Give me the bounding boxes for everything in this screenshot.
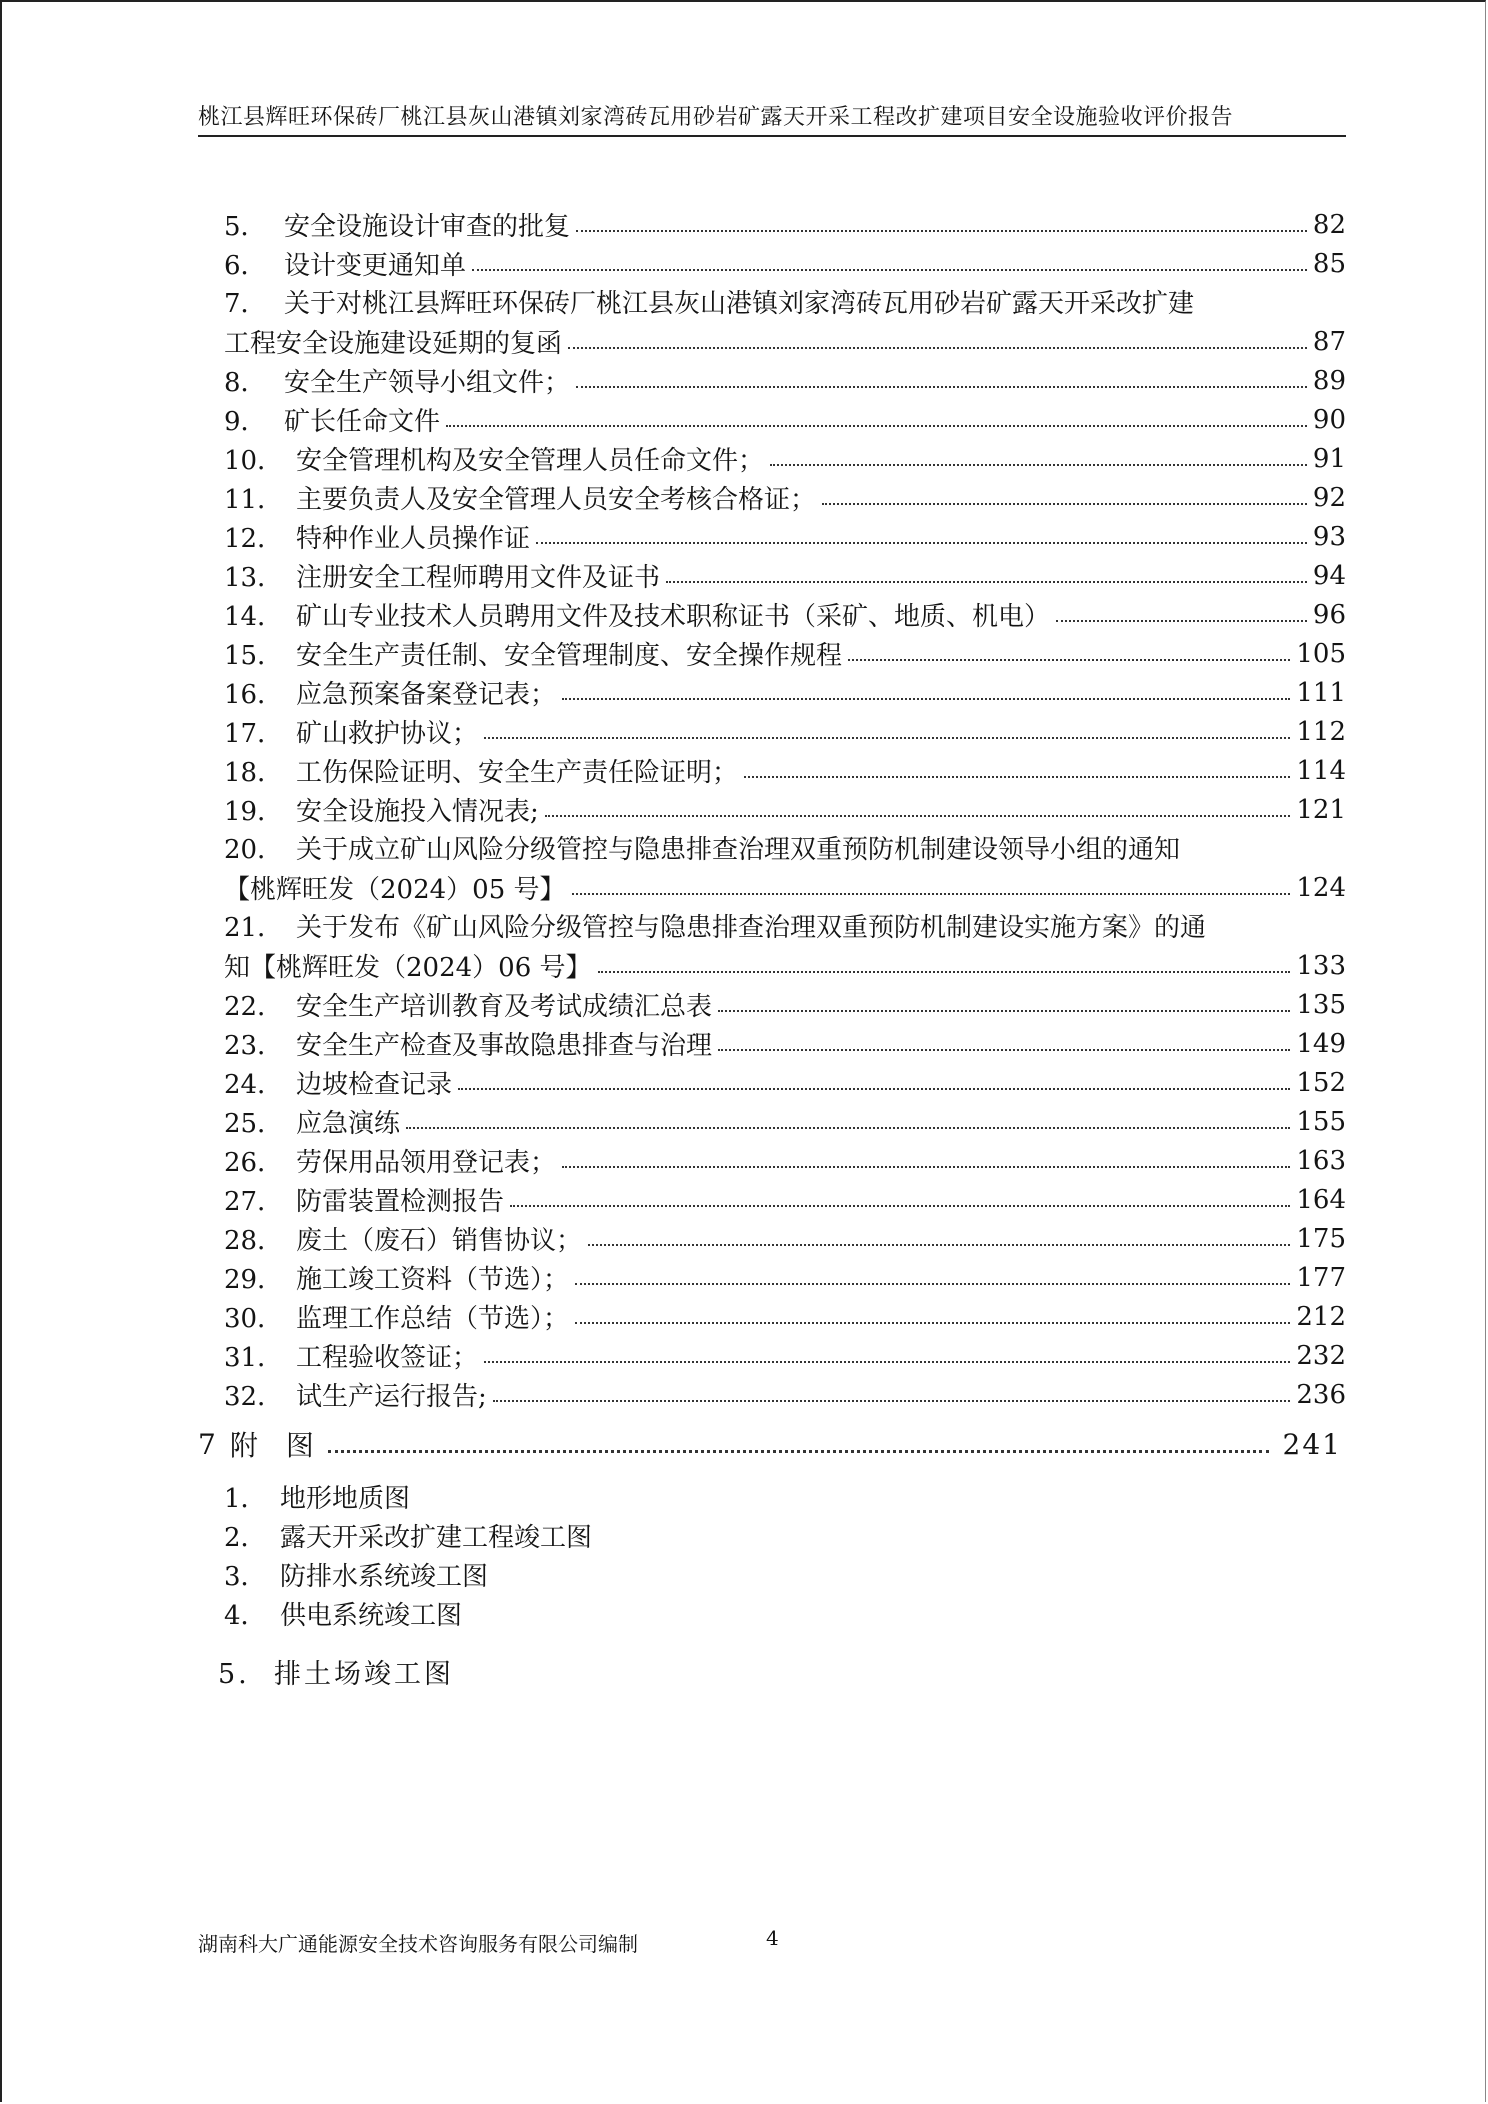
- toc-entry[interactable]: [224, 1024, 1346, 1063]
- figure-title: 防排水系统竣工图: [280, 1562, 489, 1592]
- toc-page: 164: [1296, 1184, 1346, 1215]
- figure-num: 5.: [218, 1659, 250, 1690]
- dot-leader: [328, 1450, 1269, 1453]
- toc-page: 93: [1312, 521, 1346, 552]
- toc-entry[interactable]: [224, 439, 1346, 478]
- toc-title: 安全设施设计审查的批复: [284, 212, 571, 242]
- figure-item[interactable]: [224, 1556, 488, 1593]
- toc-entry[interactable]: [224, 712, 1346, 751]
- toc-entry[interactable]: [224, 478, 1346, 517]
- footer-page-number: 4: [766, 1926, 779, 1950]
- toc-title: 安全生产培训教育及考试成绩汇总表: [296, 992, 713, 1022]
- section-number: 7: [198, 1427, 216, 1461]
- toc-title: 废土（废石）销售协议；: [296, 1226, 583, 1256]
- toc-title: 安全生产领导小组文件；: [284, 368, 571, 398]
- toc-title: 特种作业人员操作证: [296, 524, 531, 554]
- toc-page: 96: [1312, 599, 1346, 630]
- toc-entry-continuation[interactable]: [224, 946, 1346, 985]
- figure-num: 4．: [224, 1601, 267, 1631]
- figure-title: 供电系统竣工图: [280, 1601, 463, 1631]
- toc-page: 124: [1296, 872, 1346, 903]
- dot-leader: [562, 1166, 1290, 1168]
- toc-num: 22．: [224, 992, 284, 1022]
- toc-title: 主要负责人及安全管理人员安全考核合格证；: [296, 485, 817, 515]
- toc-title: 安全管理机构及安全管理人员任命文件；: [296, 446, 765, 476]
- toc-num: 29．: [224, 1265, 284, 1295]
- toc-entry-continuation[interactable]: [224, 868, 1346, 907]
- toc-page: 121: [1296, 794, 1346, 825]
- footer-company: 湖南科大广通能源安全技术咨询服务有限公司编制: [198, 1932, 638, 1956]
- toc-num: 11．: [224, 485, 284, 515]
- figure-title: 排土场竣工图: [274, 1659, 454, 1690]
- toc-title: 工伤保险证明、安全生产责任险证明；: [296, 758, 739, 788]
- toc-title: 劳保用品领用登记表；: [296, 1148, 557, 1178]
- toc-section-appendix-figures[interactable]: [198, 1424, 1342, 1464]
- figure-item[interactable]: [224, 1517, 592, 1554]
- toc-entry[interactable]: [224, 673, 1346, 712]
- figure-title: 地形地质图: [280, 1484, 411, 1514]
- toc-title-cont: 【桃辉旺发（2024）05 号】: [224, 875, 566, 905]
- toc-entry[interactable]: [224, 1102, 1346, 1141]
- toc-title: 关于成立矿山风险分级管控与隐患排查治理双重预防机制建设领导小组的通知: [296, 835, 1181, 865]
- toc-title: 安全生产检查及事故隐患排查与治理: [296, 1031, 713, 1061]
- toc-entry[interactable]: [224, 400, 1346, 439]
- toc-page: 94: [1312, 560, 1346, 591]
- toc-entry[interactable]: [224, 1063, 1346, 1102]
- toc-page: 155: [1296, 1106, 1346, 1137]
- toc-num: 17．: [224, 719, 284, 749]
- figure-item[interactable]: [224, 1595, 462, 1632]
- toc-entry[interactable]: [224, 595, 1346, 634]
- figure-item[interactable]: [218, 1652, 454, 1691]
- toc-num: 32．: [224, 1382, 284, 1412]
- dot-leader: [598, 971, 1291, 973]
- dot-leader: [718, 1049, 1290, 1051]
- toc-title: 防雷装置检测报告: [296, 1187, 505, 1217]
- toc-page: 149: [1296, 1028, 1346, 1059]
- toc-page: 112: [1296, 716, 1346, 747]
- running-header: 桃江县辉旺环保砖厂桃江县灰山港镇刘家湾砖瓦用砂岩矿露天开采工程改扩建项目安全设施验收评价报告: [198, 105, 1234, 130]
- dot-leader: [493, 1400, 1291, 1402]
- toc-page: 85: [1312, 248, 1346, 279]
- toc-title: 矿长任命文件: [284, 407, 441, 437]
- section-title: 附 图: [229, 1429, 314, 1462]
- toc-entry[interactable]: [224, 751, 1346, 790]
- toc-entry[interactable]: [224, 556, 1346, 595]
- figure-num: 2．: [224, 1523, 267, 1553]
- toc-title: 应急预案备案登记表；: [296, 680, 557, 710]
- toc-page: 232: [1296, 1340, 1346, 1371]
- toc-entry[interactable]: [224, 1141, 1346, 1180]
- toc-num: 20．: [224, 835, 284, 865]
- toc-entry[interactable]: [224, 1258, 1346, 1297]
- toc-entry[interactable]: [224, 985, 1346, 1024]
- toc-title: 试生产运行报告;: [296, 1382, 487, 1412]
- toc-entry[interactable]: [224, 1219, 1346, 1258]
- toc-page: 90: [1312, 404, 1346, 435]
- toc-title: 关于发布《矿山风险分级管控与隐患排查治理双重预防机制建设实施方案》的通: [296, 913, 1207, 943]
- toc-entry[interactable]: [224, 244, 1346, 283]
- toc-page: 163: [1296, 1145, 1346, 1176]
- dot-leader: [510, 1205, 1290, 1207]
- toc-num: 19．: [224, 797, 284, 827]
- toc-page: 133: [1296, 950, 1346, 981]
- toc-num: 6．: [224, 251, 267, 281]
- toc-page: 87: [1312, 326, 1346, 357]
- dot-leader: [718, 1010, 1290, 1012]
- toc-num: 14．: [224, 602, 284, 632]
- toc-num: 10．: [224, 446, 284, 476]
- toc-num: 16．: [224, 680, 284, 710]
- toc-entry[interactable]: [224, 283, 1194, 320]
- toc-num: 5．: [224, 212, 267, 242]
- section-page: 241: [1282, 1427, 1342, 1461]
- toc-num: 18．: [224, 758, 284, 788]
- toc-page: 89: [1312, 365, 1346, 396]
- figure-num: 3．: [224, 1562, 267, 1592]
- toc-entry[interactable]: [224, 634, 1346, 673]
- toc-title-cont: 知【桃辉旺发（2024）06 号】: [224, 953, 592, 983]
- toc-page: 135: [1296, 989, 1346, 1020]
- dot-leader: [536, 542, 1307, 544]
- toc-entry-continuation[interactable]: [224, 322, 1346, 361]
- toc-page: 91: [1312, 443, 1346, 474]
- toc-entry[interactable]: [224, 829, 1180, 866]
- toc-entry[interactable]: [224, 1375, 1346, 1414]
- dot-leader: [1056, 620, 1307, 622]
- dot-leader: [744, 776, 1290, 778]
- dot-leader: [484, 737, 1290, 739]
- toc-page: 175: [1296, 1223, 1346, 1254]
- toc-entry[interactable]: [224, 907, 1206, 944]
- dot-leader: [568, 347, 1307, 349]
- toc-entry[interactable]: [224, 790, 1346, 829]
- toc-title: 注册安全工程师聘用文件及证书: [296, 563, 661, 593]
- toc-num: 30．: [224, 1304, 284, 1334]
- dot-leader: [848, 659, 1290, 661]
- toc-num: 28．: [224, 1226, 284, 1256]
- toc-page: 114: [1296, 755, 1346, 786]
- toc-page: 111: [1296, 677, 1346, 708]
- toc-title: 施工竣工资料（节选）；: [296, 1265, 570, 1295]
- toc-title: 边坡检查记录: [296, 1070, 453, 1100]
- toc-entry[interactable]: [224, 1297, 1346, 1336]
- toc-title: 应急演练: [296, 1109, 401, 1139]
- toc-title: 设计变更通知单: [284, 251, 467, 281]
- dot-leader: [588, 1244, 1290, 1246]
- toc-title: 安全生产责任制、安全管理制度、安全操作规程: [296, 641, 843, 671]
- figure-title: 露天开采改扩建工程竣工图: [280, 1523, 593, 1553]
- toc-page: 92: [1312, 482, 1346, 513]
- toc-num: 27．: [224, 1187, 284, 1217]
- toc-num: 31．: [224, 1343, 284, 1373]
- dot-leader: [575, 1283, 1290, 1285]
- toc-num: 24．: [224, 1070, 284, 1100]
- toc-page: 212: [1296, 1301, 1346, 1332]
- dot-leader: [822, 503, 1307, 505]
- dot-leader: [458, 1088, 1290, 1090]
- figure-num: 1．: [224, 1484, 267, 1514]
- dot-leader: [576, 230, 1307, 232]
- header-rule: [198, 135, 1346, 137]
- toc-title: 安全设施投入情况表;: [296, 797, 539, 827]
- dot-leader: [446, 425, 1307, 427]
- toc-num: 9．: [224, 407, 267, 437]
- toc-entry[interactable]: [224, 361, 1346, 400]
- toc-page: 152: [1296, 1067, 1346, 1098]
- toc-title: 矿山救护协议；: [296, 719, 479, 749]
- toc-entry[interactable]: [224, 517, 1346, 556]
- dot-leader: [484, 1361, 1290, 1363]
- figure-item[interactable]: [224, 1478, 410, 1515]
- toc-num: 21．: [224, 913, 284, 943]
- dot-leader: [666, 581, 1307, 583]
- toc-title-cont: 工程安全设施建设延期的复函: [224, 329, 563, 359]
- toc-page: 236: [1296, 1379, 1346, 1410]
- dot-leader: [572, 893, 1291, 895]
- toc-num: 8．: [224, 368, 267, 398]
- toc-num: 25．: [224, 1109, 284, 1139]
- toc-entry[interactable]: [224, 205, 1346, 244]
- toc-page: 82: [1312, 209, 1346, 240]
- toc-page: 105: [1296, 638, 1346, 669]
- toc-title: 监理工作总结（节选）；: [296, 1304, 570, 1334]
- toc-title: 工程验收签证；: [296, 1343, 479, 1373]
- toc-entry[interactable]: [224, 1180, 1346, 1219]
- dot-leader: [576, 386, 1307, 388]
- toc-page: 177: [1296, 1262, 1346, 1293]
- dot-leader: [545, 815, 1291, 817]
- toc-entry[interactable]: [224, 1336, 1346, 1375]
- toc-num: 7．: [224, 289, 267, 319]
- toc-num: 12．: [224, 524, 284, 554]
- toc-title: 关于对桃江县辉旺环保砖厂桃江县灰山港镇刘家湾砖瓦用砂岩矿露天开采改扩建: [284, 289, 1195, 319]
- dot-leader: [575, 1322, 1290, 1324]
- dot-leader: [472, 269, 1307, 271]
- toc-num: 26．: [224, 1148, 284, 1178]
- toc-num: 23．: [224, 1031, 284, 1061]
- dot-leader: [562, 698, 1290, 700]
- dot-leader: [406, 1127, 1290, 1129]
- toc-num: 15．: [224, 641, 284, 671]
- toc-num: 13．: [224, 563, 284, 593]
- dot-leader: [770, 464, 1307, 466]
- toc-title: 矿山专业技术人员聘用文件及技术职称证书（采矿、地质、机电）: [296, 602, 1051, 632]
